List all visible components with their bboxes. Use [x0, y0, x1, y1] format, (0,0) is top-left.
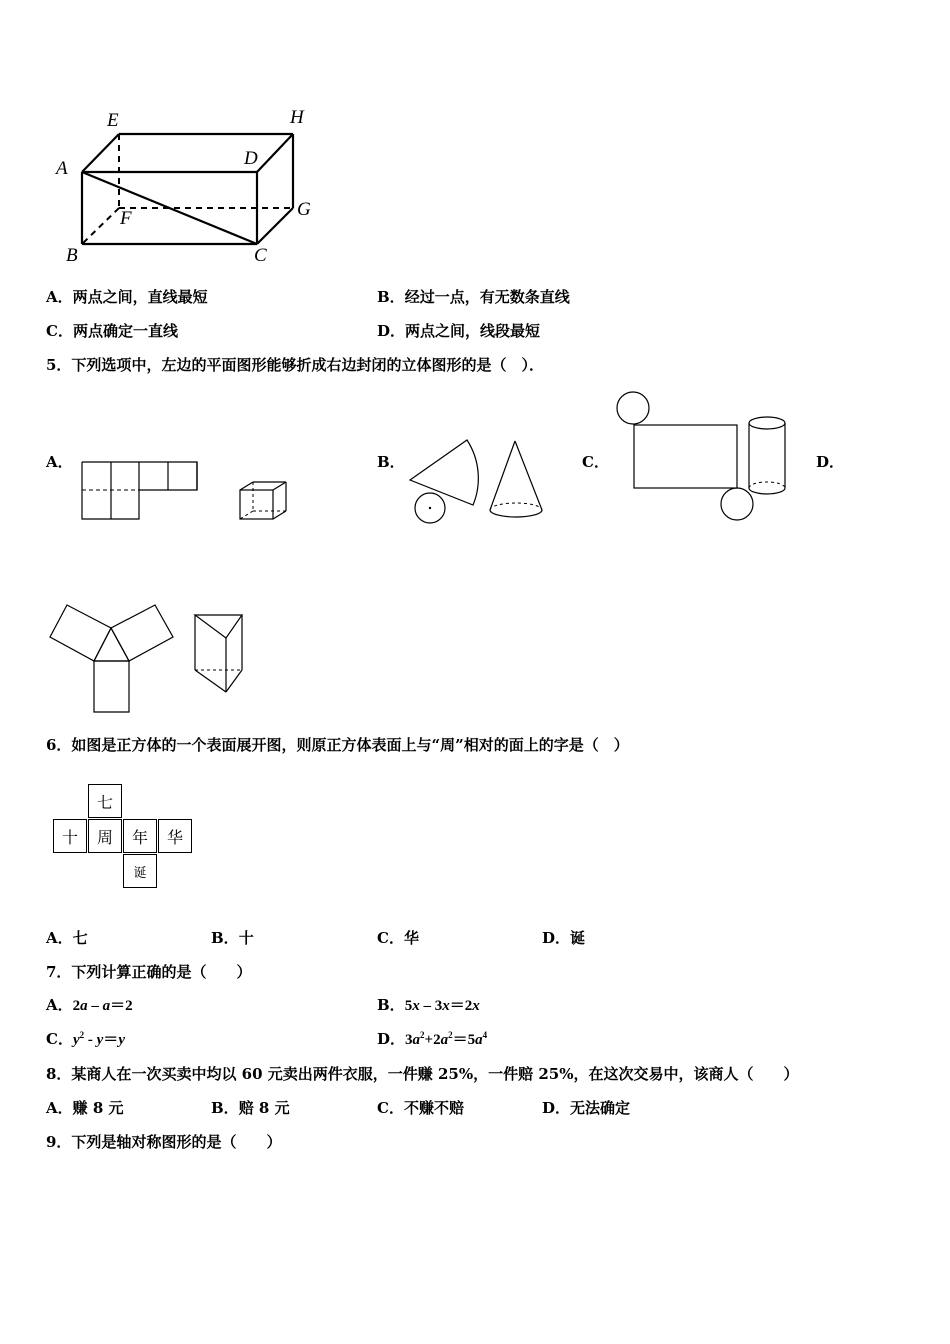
q4-option-b[interactable]	[377, 286, 570, 307]
vertex-label-b: B	[66, 245, 78, 266]
q4-option-a[interactable]	[46, 286, 208, 307]
box-diagram	[50, 105, 350, 275]
option-letter: C．	[46, 1030, 73, 1048]
net-face-3: 年	[123, 819, 157, 853]
q5-option-c-figure	[612, 390, 792, 525]
net-face-4: 华	[158, 819, 192, 853]
option-text: 华	[403, 929, 419, 947]
option-text: 两点确定一直线	[72, 322, 178, 340]
math-expression: $3a^2+2a^2=5a^4$	[405, 1030, 488, 1048]
option-text: 两点之间，直线最短	[72, 288, 208, 306]
option-letter: B．	[211, 1099, 239, 1117]
option-letter: C．	[46, 322, 73, 340]
option-letter: D．	[377, 1030, 406, 1048]
option-letter: D．	[542, 929, 571, 947]
vertex-label-f: F	[120, 208, 132, 229]
q8-stem: 8．某商人在一次买卖中均以 60 元卖出两件衣服，一件赚 25%，一件赔 25%，在这次交易中，该商人（ ）	[46, 1065, 799, 1083]
q5-stem: 5．下列选项中，左边的平面图形能够折成右边封闭的立体图形的是（ ）．	[46, 356, 544, 374]
option-letter: D．	[377, 322, 406, 340]
vertex-label-e: E	[107, 110, 119, 131]
q9-stem: 9．下列是轴对称图形的是（ ）	[46, 1133, 282, 1151]
q6-stem: 6．如图是正方体的一个表面展开图，则原正方体表面上与“周”相对的面上的字是（ ）	[46, 736, 629, 754]
q7-option-d[interactable]	[377, 1028, 487, 1049]
q6-option-d[interactable]	[542, 927, 585, 948]
q7-option-a[interactable]	[46, 994, 133, 1015]
vertex-label-c: C	[254, 245, 267, 266]
q7-option-b[interactable]	[377, 994, 480, 1015]
option-letter: A．	[46, 996, 73, 1014]
q4-option-d[interactable]	[377, 320, 540, 341]
q6-option-b[interactable]	[211, 927, 254, 948]
q8-option-b[interactable]	[211, 1097, 290, 1118]
math-expression: $y^2 - y=y$	[72, 1030, 125, 1048]
net-face-1: 十	[53, 819, 87, 853]
q7-option-c[interactable]	[46, 1028, 125, 1049]
vertex-label-a: A	[56, 158, 68, 179]
q5-option-a-figure	[80, 457, 300, 527]
vertex-label-d: D	[244, 148, 258, 169]
net-face-bottom: 诞	[123, 854, 157, 888]
option-text: 诞	[570, 929, 586, 947]
q6-option-c[interactable]	[377, 927, 419, 948]
option-letter: C．	[377, 929, 404, 947]
option-text: 不赚不赔	[403, 1099, 464, 1117]
q4-option-c[interactable]	[46, 320, 178, 341]
q5-option-b-figure	[405, 435, 555, 525]
option-letter: B．	[377, 288, 405, 306]
math-expression: 5x – 3x＝2x	[404, 998, 480, 1014]
option-letter: C．	[377, 1099, 404, 1117]
q6-option-a[interactable]	[46, 927, 88, 948]
option-letter: A．	[46, 1099, 73, 1117]
option-letter: A．	[46, 288, 73, 306]
option-text: 赔 8 元	[238, 1099, 290, 1117]
net-face-top: 七	[88, 784, 122, 818]
option-letter: B．	[211, 929, 239, 947]
option-text: 赚 8 元	[72, 1099, 124, 1117]
option-letter: D．	[542, 1099, 571, 1117]
option-text: 十	[238, 929, 254, 947]
option-letter: A．	[46, 929, 73, 947]
q8-option-a[interactable]	[46, 1097, 124, 1118]
vertex-label-g: G	[297, 199, 311, 220]
math-expression: 2a – a＝2	[72, 998, 133, 1014]
vertex-label-h: H	[290, 107, 304, 128]
q7-stem: 7．下列计算正确的是（ ）	[46, 963, 252, 981]
q5-option-b-letter[interactable]: B．	[377, 453, 405, 471]
option-letter: B．	[377, 996, 405, 1014]
q5-option-c-letter[interactable]: C．	[582, 453, 609, 471]
option-text: 无法确定	[570, 1099, 631, 1117]
q5-option-d-figure	[45, 600, 255, 725]
net-face-2: 周	[88, 819, 122, 853]
q5-option-a-letter[interactable]: A．	[46, 453, 73, 471]
q8-option-d[interactable]	[542, 1097, 630, 1118]
option-text: 两点之间，线段最短	[405, 322, 541, 340]
option-text: 七	[72, 929, 88, 947]
option-text: 经过一点，有无数条直线	[404, 288, 570, 306]
q8-option-c[interactable]	[377, 1097, 464, 1118]
q5-option-d-letter[interactable]: D．	[816, 453, 845, 471]
